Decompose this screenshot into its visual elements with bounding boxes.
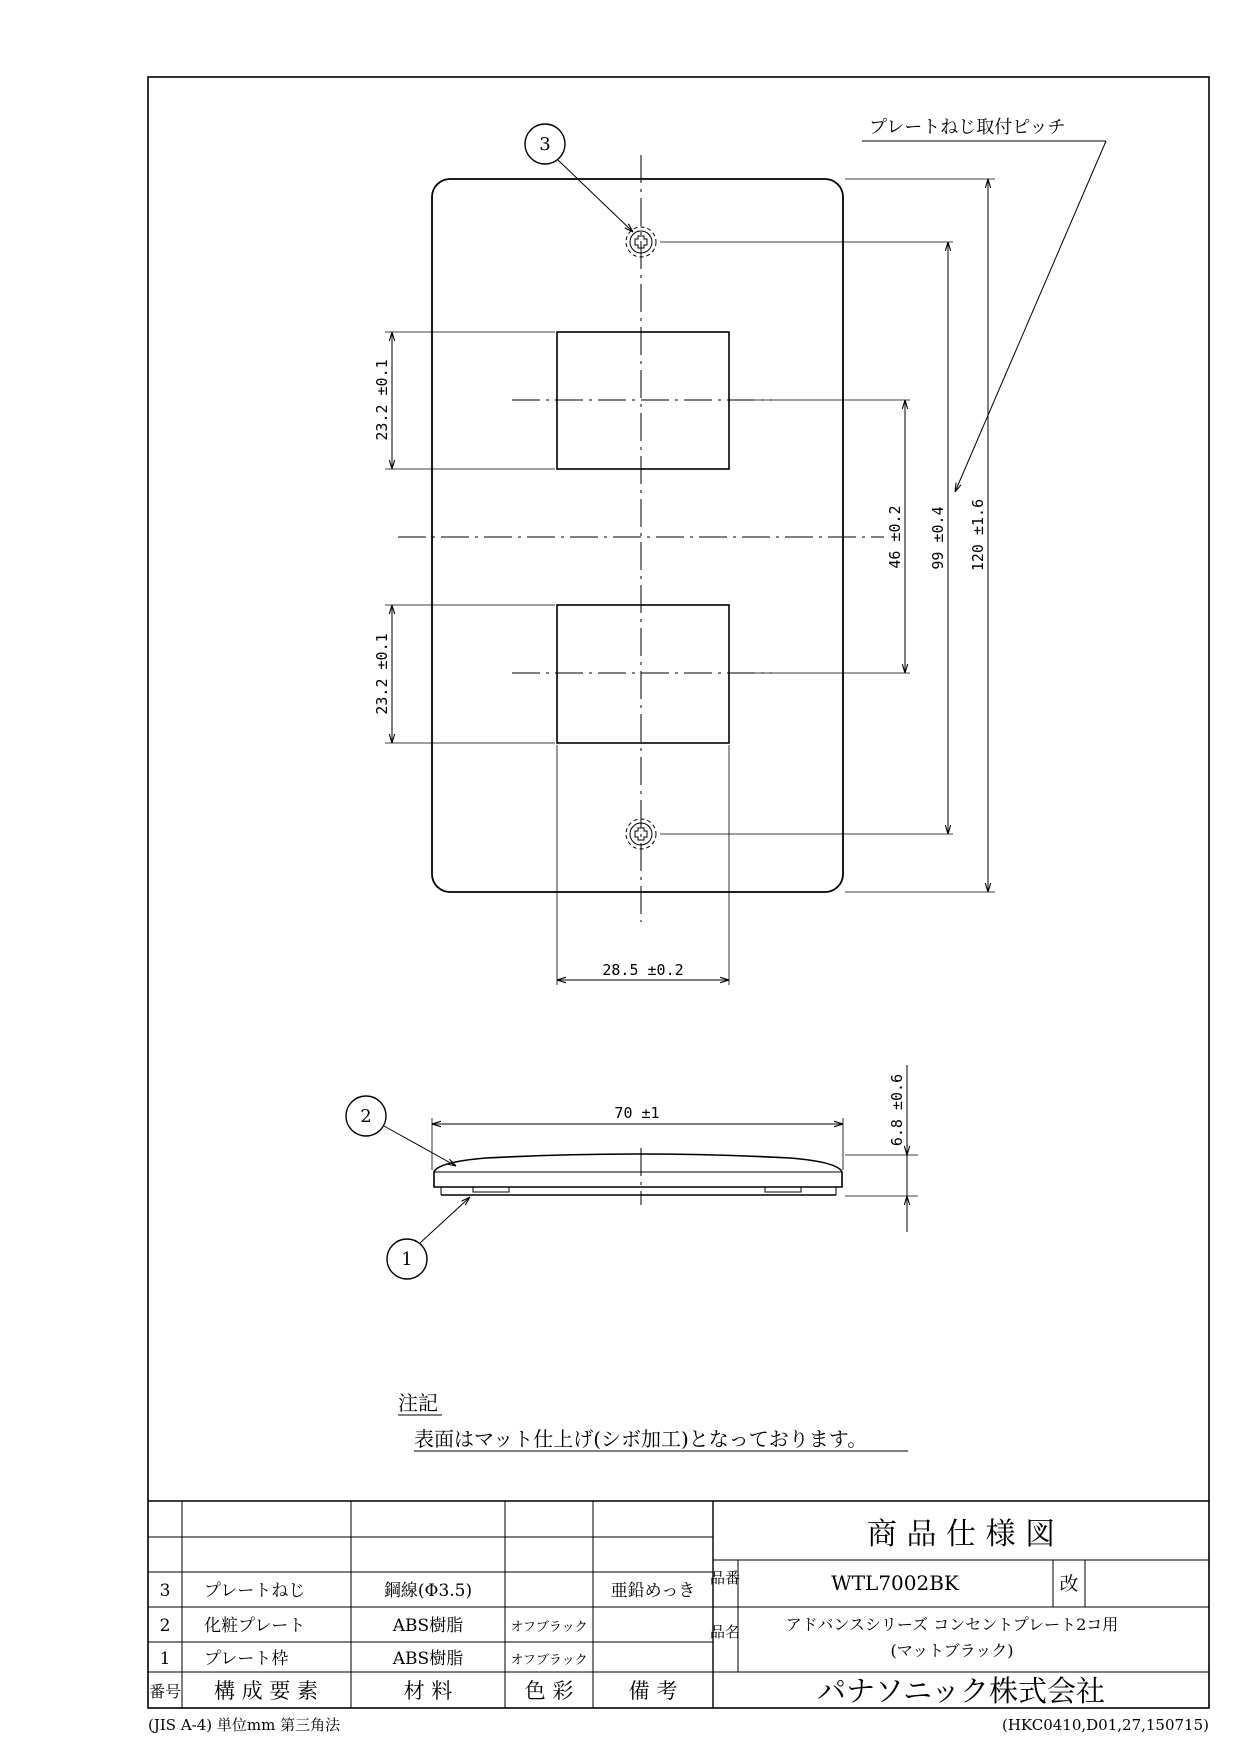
revision-label: 改 [1059,1573,1079,1595]
row-1-no: 1 [159,1649,171,1669]
dim-text-plate-width: 70 ±1 [614,1104,660,1122]
dim-text-plate-height: 120 ±1.6 [969,498,987,572]
svg-text:2: 2 [360,1106,372,1127]
header-no: 番号 [148,1682,182,1701]
notes [398,1391,908,1451]
header-component: 構 成 要 素 [213,1679,319,1703]
part-no-label: 品番 [709,1569,741,1587]
footer-left: (JIS A-4) 単位mm 第三角法 [148,1716,341,1734]
name-label: 品名 [709,1623,741,1641]
header-material: 材 料 [403,1679,453,1703]
row-3-no: 3 [159,1581,171,1601]
company-name: パナソニック株式会社 [817,1674,1105,1708]
side-plate-body [434,1154,842,1187]
dim-text-opening-pitch: 46 ±0.2 [886,505,904,569]
row-3-material: 鋼線(Φ3.5) [383,1581,473,1601]
row-2-no: 2 [159,1616,171,1636]
row-2-component: 化粧プレート [204,1616,306,1636]
header-remarks: 備 考 [628,1679,678,1703]
title-block [710,1517,1118,1708]
pitch-label: プレートねじ取付ピッチ [869,117,1066,138]
dim-text-opening-width: 28.5 ±0.2 [602,961,684,979]
plate-outline [432,179,843,892]
product-name-line2: (マットブラック) [890,1641,1014,1660]
row-1-component: プレート枠 [204,1649,289,1669]
row-2-material: ABS樹脂 [392,1616,464,1636]
row-3-component: プレートねじ [204,1581,306,1601]
row-1-material: ABS樹脂 [392,1649,464,1669]
svg-text:1: 1 [401,1249,413,1270]
side-view [346,1065,918,1279]
notes-text: 表面はマット仕上げ(シボ加工)となっております。 [414,1427,868,1451]
dim-text-opening-height-lower: 23.2 ±0.1 [373,633,391,715]
drawing-title: 商 品 仕 様 図 [866,1517,1056,1552]
footer-right: (HKC0410,D01,27,150715) [1001,1716,1209,1734]
row-3-remarks: 亜鉛めっき [610,1581,696,1601]
notes-heading: 注記 [398,1391,438,1415]
svg-text:3: 3 [539,134,551,155]
header-color: 色 彩 [524,1679,574,1703]
front-view [373,117,1106,985]
row-2-color: オフブラック [510,1620,588,1635]
dim-text-screw-pitch: 99 ±0.4 [929,506,947,570]
dim-text-opening-height-upper: 23.2 ±0.1 [373,359,391,441]
row-1-color: オフブラック [510,1653,588,1668]
dim-text-plate-thickness: 6.8 ±0.6 [888,1073,906,1147]
part-no: WTL7002BK [831,1571,959,1595]
lower-opening [557,605,729,743]
product-name-line1: アドバンスシリーズ コンセントプレート2コ用 [785,1615,1119,1634]
